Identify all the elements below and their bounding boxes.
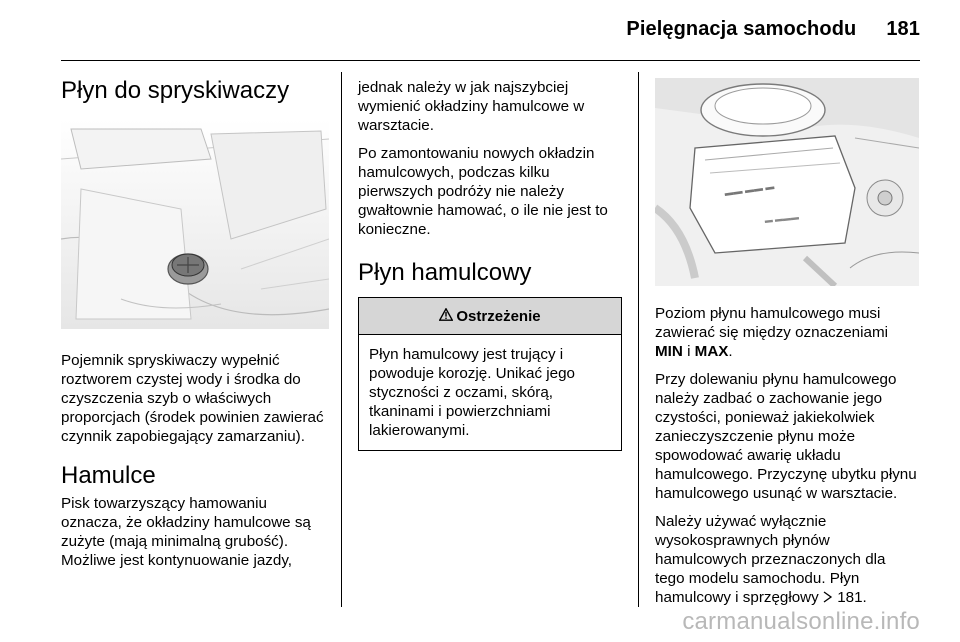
column-3 (655, 78, 917, 617)
warning-box (358, 297, 622, 451)
topping-up-text: Przy dolewaniu płynu hamulcowego należy zadbać o zachowanie jego czystości, ponieważ jakiekolwiek zanieczyszczenie płynu może spowodować awarię układu hamulcowego. Przyczynę ubytku płynu hamulcowego usunąć w warsztacie. (655, 371, 917, 502)
page-number: 181 (886, 18, 920, 40)
max-label: MAX (694, 343, 729, 360)
brake-fluid-reservoir-illustration (655, 78, 919, 286)
fluid-level-text-start: Poziom płynu hamulcowego musi zawierać się między oznaczeniami (655, 305, 888, 341)
washer-fluid-text: Pojemnik spryskiwaczy wypełnić roztworem czystej wody i środka do czyszczenia szyb o właściwych proporcjach (środek powinien zawierać czynnik zapobiegający zamarzaniu). (61, 352, 324, 445)
washer-reservoir-illustration (61, 119, 329, 329)
svg-text:▬▬ ▬▬ ▬: ▬▬ ▬▬ ▬ (723, 181, 775, 198)
column-1 (61, 72, 331, 579)
column-2 (358, 78, 623, 451)
fluid-type-text-start: Należy używać wyłącznie wysokosprawnych płynów hamulcowych przeznaczonych dla tego modelu samochodu. Płyn hamulcowy i sprzęgłowy (655, 513, 886, 606)
brakes-text: Pisk towarzyszący hamowaniu oznacza, że okładziny hamulcowe są zużyte (mają minimalną grubość). Możliwe jest kontynuowanie jazdy, (61, 495, 311, 569)
page-header (626, 18, 920, 41)
reference-page: 181. (832, 589, 867, 606)
heading-brakes: Hamulce (61, 462, 156, 489)
heading-washer-fluid: Płyn do spryskiwaczy (61, 77, 290, 104)
column-divider-2 (638, 72, 639, 607)
fluid-type-text (655, 512, 917, 608)
header-rule (61, 60, 920, 61)
fluid-level-text (655, 304, 917, 361)
min-label: MIN (655, 343, 683, 360)
warning-text: Płyn hamulcowy jest trujący i powoduje korozję. Unikać jego styczności z oczami, skórą, tkaninami i powierzchniami lakierowanymi. (369, 346, 575, 439)
fluid-level-text-end: . (728, 343, 733, 360)
watermark: carmanualsonline.info (682, 608, 920, 635)
svg-text:▬ ▬▬▬: ▬ ▬▬▬ (764, 212, 800, 225)
reference-arrow-icon (823, 589, 833, 608)
brakes-text-continued: jednak należy w jak najszybciej wymienić okładziny hamulcowe w warsztacie. (358, 79, 585, 134)
heading-brake-fluid: Płyn hamulcowy (358, 259, 532, 286)
warning-triangle-icon (439, 307, 453, 326)
header-title: Pielęgnacja samochodu (626, 18, 857, 40)
warning-title: Ostrzeżenie (456, 307, 541, 325)
warning-body (359, 335, 621, 450)
fluid-level-text-and: i (682, 343, 695, 360)
new-pads-text: Po zamontowaniu nowych okładzin hamulcowych, podczas kilku pierwszych podróży nie należy gwałtownie hamować, o ile nie jest to konieczne. (358, 145, 608, 238)
warning-header (359, 298, 621, 335)
column-divider-1 (341, 72, 342, 607)
